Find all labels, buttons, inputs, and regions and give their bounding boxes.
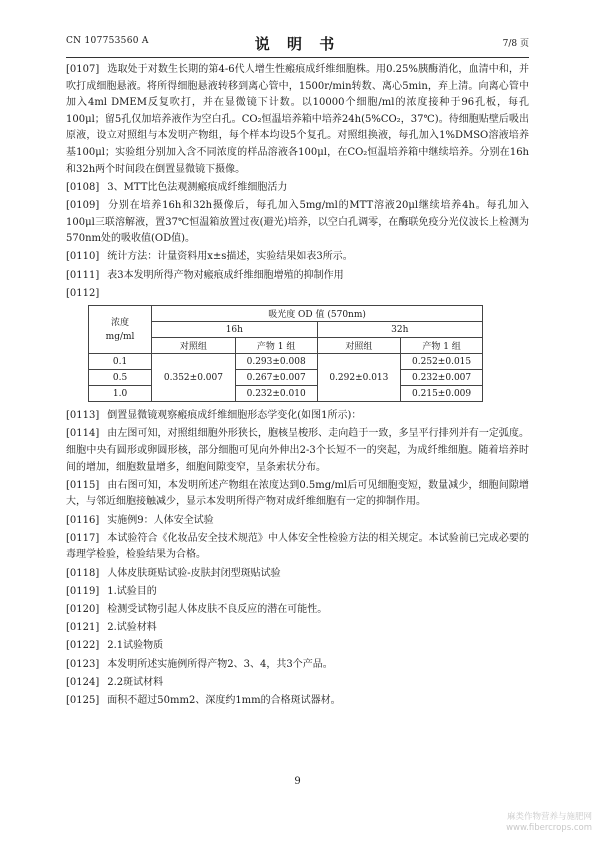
paragraph-group-a bbox=[66, 62, 529, 302]
paragraph-number: [0113] bbox=[66, 410, 100, 422]
paragraph bbox=[66, 478, 529, 511]
table-row bbox=[89, 354, 483, 370]
paragraph-number: [0112] bbox=[66, 287, 100, 299]
paragraph-text: 选取处于对数生长期的第4-6代人增生性瘢痕成纤维细胞株。用0.25%胰酶消化，血清中和，并吹打成细胞悬液。将所得细胞悬液转移到离心管中，1500r/min转数、离心5min，弃上清。向离心管中加入4ml DMEM反复吹打，并在显微镜下计数。以10000个细胞/ml的浓度接种于96孔板，每孔100μl；留5孔仅加培养液作为空白孔。CO₂恒温培养箱中培养24h(5%CO₂，37℃)。待细胞贴壁后吸出原液，设立对照组与本发明产物组，每个样本均设5个复孔。对照组换液，每孔加入1%DMSO溶液培养基100μl；实验组分别加入含不同浓度的样品溶液各100μl，在CO₂恒温培养箱中继续培养。分别在16h和32h两个时间段在倒置显微镜下摄像。 bbox=[66, 64, 529, 175]
paragraph-number: [0121] bbox=[66, 622, 100, 634]
paragraph-text: 由右图可知，本发明所述产物组在浓度达到0.5mg/ml后可见细胞变短，数量减少，细胞间隙增大，与邻近细胞接触减少，显示本发明所得产物对成纤维细胞有一定的抑制作用。 bbox=[66, 479, 529, 508]
paragraph-text: 本试验符合《化妆品安全技术规范》中人体安全性检验方法的相关规定。本试验前已完成必要的毒理学检验，检验结果为合格。 bbox=[66, 532, 529, 561]
control-32h-value: 0.292±0.013 bbox=[317, 354, 401, 402]
header-divider bbox=[66, 57, 529, 58]
paragraph-number: [0125] bbox=[66, 694, 100, 706]
table-row bbox=[89, 386, 483, 402]
paragraph-number: [0123] bbox=[66, 658, 100, 670]
paragraph-text: 实施例9：人体安全试验 bbox=[107, 514, 214, 526]
concentration-header-line1: 浓度 bbox=[111, 317, 130, 328]
page-number: 9 bbox=[294, 776, 301, 787]
paragraph-number: [0117] bbox=[66, 532, 100, 544]
paragraph bbox=[66, 62, 529, 178]
paragraph-text: 面积不超过50mm2、深度约1mm的合格斑试器材。 bbox=[107, 694, 341, 706]
paragraph-group-b bbox=[66, 408, 529, 709]
product-16h-value: 0.232±0.010 bbox=[235, 386, 317, 402]
paragraph bbox=[66, 531, 529, 564]
paragraph-text: 2.1试验物质 bbox=[107, 640, 164, 652]
concentration-header bbox=[89, 306, 152, 354]
product-32h-value: 0.215±0.009 bbox=[401, 386, 483, 402]
paragraph bbox=[66, 408, 529, 425]
page-header bbox=[66, 36, 529, 52]
page-info: 7/8 页 bbox=[502, 39, 529, 49]
paragraph-text: 本发明所述实施例所得产物2、3、4，共3个产品。 bbox=[107, 658, 333, 670]
control-32h-header: 对照组 bbox=[317, 338, 401, 354]
paragraph-text: 表3本发明所得产物对瘢痕成纤维细胞增殖的抑制作用 bbox=[107, 269, 344, 281]
paragraph bbox=[66, 268, 529, 285]
time-16h-header: 16h bbox=[152, 322, 317, 338]
paragraph-number: [0122] bbox=[66, 640, 100, 652]
paragraph-text: 3、MTT比色法观测瘢痕成纤维细胞活力 bbox=[107, 181, 288, 193]
od-header: 吸光度 OD 值 (570nm) bbox=[152, 306, 483, 322]
paragraph-number: [0118] bbox=[66, 567, 100, 579]
paragraph-number: [0114] bbox=[66, 428, 100, 440]
product-32h-value: 0.252±0.015 bbox=[401, 354, 483, 370]
paragraph bbox=[66, 426, 529, 476]
paragraph bbox=[66, 620, 529, 637]
paragraph-number: [0107] bbox=[66, 64, 100, 75]
paragraph bbox=[66, 249, 529, 266]
paragraph-number: [0119] bbox=[66, 585, 100, 597]
paragraph bbox=[66, 602, 529, 619]
paragraph bbox=[66, 638, 529, 655]
document-title: 说 明 书 bbox=[254, 35, 341, 53]
product-16h-value: 0.267±0.007 bbox=[235, 370, 317, 386]
control-16h-value: 0.352±0.007 bbox=[152, 354, 236, 402]
paragraph bbox=[66, 180, 529, 197]
paragraph-number: [0116] bbox=[66, 514, 100, 526]
paragraph-text: 检测受试物引起人体皮肤不良反应的潜在可能性。 bbox=[107, 603, 328, 615]
product-16h-value: 0.293±0.008 bbox=[235, 354, 317, 370]
paragraph bbox=[66, 657, 529, 674]
paragraph-text: 2.2斑试材料 bbox=[107, 676, 164, 688]
document-body bbox=[66, 62, 529, 711]
paragraph-text: 人体皮肤斑贴试验-皮肤封闭型斑贴试验 bbox=[107, 567, 281, 579]
table-row bbox=[89, 370, 483, 386]
product-32h-header: 产物 1 组 bbox=[401, 338, 483, 354]
paragraph bbox=[66, 566, 529, 583]
control-16h-header: 对照组 bbox=[152, 338, 236, 354]
paragraph bbox=[66, 584, 529, 601]
paragraph-text: 2.试验材料 bbox=[107, 622, 157, 634]
paragraph bbox=[66, 198, 529, 248]
paragraph-number: [0120] bbox=[66, 603, 100, 615]
time-32h-header: 32h bbox=[317, 322, 482, 338]
paragraph-number: [0109] bbox=[66, 199, 100, 211]
concentration-header-line2: mg/ml bbox=[105, 331, 135, 342]
conc-cell: 1.0 bbox=[89, 386, 152, 402]
paragraph-number: [0115] bbox=[66, 479, 100, 491]
paragraph-text: 1.试验目的 bbox=[107, 585, 157, 597]
paragraph-text: 由左图可知，对照组细胞外形狭长，胞核呈梭形、走向趋于一致，多呈平行排列并有一定弧度。细胞中央有圆形或卵圆形核，部分细胞可见向外伸出2-3个长短不一的突起，为成纤维细胞。随着培养时间的增加，细胞数量增多，细胞间隙变窄，呈条索状分布。 bbox=[66, 428, 529, 473]
conc-cell: 0.1 bbox=[89, 354, 152, 370]
data-table bbox=[88, 305, 483, 402]
paragraph-text: 统计方法：计量资料用x±s描述，实验结果如表3所示。 bbox=[107, 251, 353, 263]
paragraph-number: [0110] bbox=[66, 251, 100, 263]
watermark bbox=[432, 812, 592, 834]
paragraph bbox=[66, 675, 529, 692]
paragraph bbox=[66, 286, 529, 303]
paragraph-number: [0111] bbox=[66, 269, 100, 281]
patent-number: CN 107753560 A bbox=[66, 36, 149, 46]
product-32h-value: 0.232±0.007 bbox=[401, 370, 483, 386]
paragraph-text: 分别在培养16h和32h摄像后，每孔加入5mg/ml的MTT溶液20μl继续培养4h。每孔加入100μl三联溶解液，置37℃恒温箱放置过夜(避光)培养，以空白孔调零，在酶联免疫分光仪波长上检测为570nm处的吸收值(OD值)。 bbox=[66, 199, 529, 245]
paragraph-text: 倒置显微镜观察瘢痕成纤维细胞形态学变化(如图1所示)： bbox=[107, 410, 362, 422]
watermark-url: www.fibercrops.com bbox=[506, 823, 592, 833]
paragraph-number: [0124] bbox=[66, 676, 100, 688]
paragraph bbox=[66, 693, 529, 710]
paragraph-number: [0108] bbox=[66, 181, 100, 193]
conc-cell: 0.5 bbox=[89, 370, 152, 386]
paragraph bbox=[66, 513, 529, 530]
watermark-title: 麻类作物营养与施肥网 bbox=[506, 812, 592, 822]
product-16h-header: 产物 1 组 bbox=[235, 338, 317, 354]
